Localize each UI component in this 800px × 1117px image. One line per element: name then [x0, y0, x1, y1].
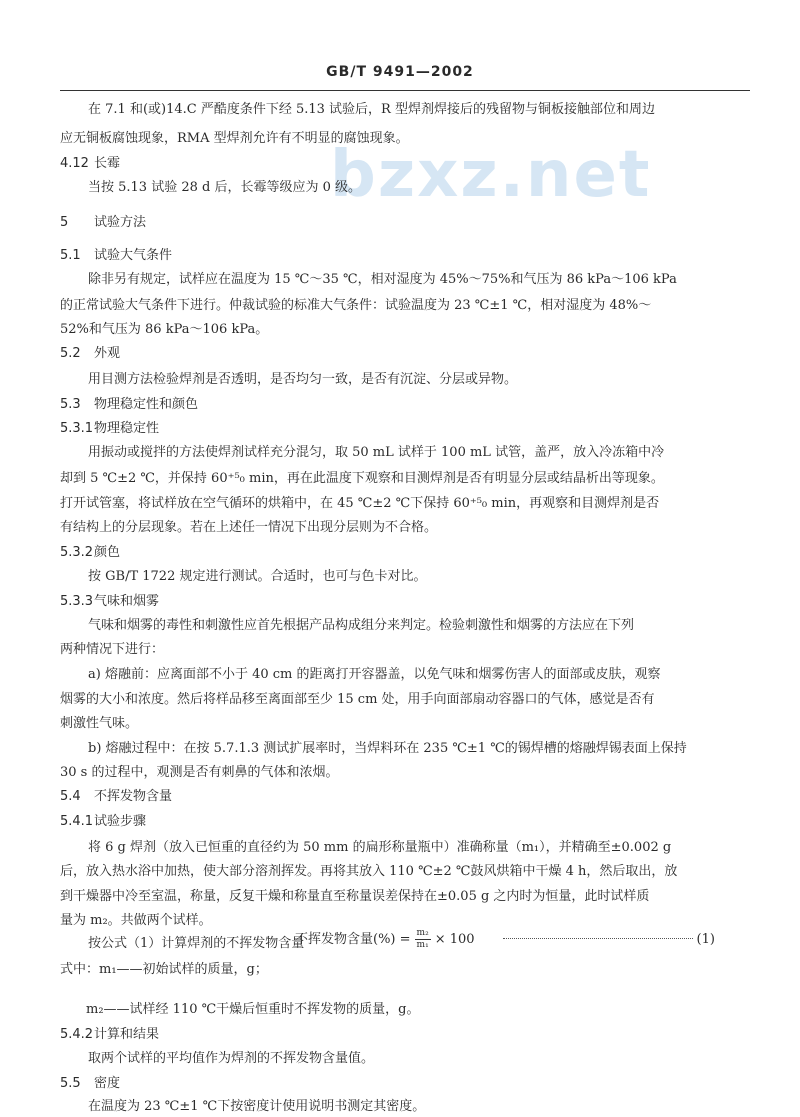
section-number: 4.12 [60, 156, 89, 171]
section-heading [60, 213, 146, 233]
paragraph-line: 用目测方法检验焊剂是否透明，是否均匀一致，是否有沉淀、分层或异物。 [88, 372, 518, 387]
section-heading [60, 543, 120, 563]
section-number: 5.3.1 [60, 421, 94, 436]
section-heading [60, 154, 120, 174]
paragraph-line: 后，放入热水浴中加热，使大部分溶剂挥发。再将其放入 110 ℃±2 ℃鼓风烘箱中干燥 4 h，然后取出，放 [60, 864, 678, 879]
formula-1 [295, 928, 715, 951]
section-heading [60, 395, 198, 415]
formula-symbol-definition: 式中：m₁——初始试样的质量，g； [60, 962, 268, 977]
paragraph-line: b) 熔融过程中：在按 5.7.1.3 测试扩展率时，当焊料环在 235 ℃±1 ℃的锡焊槽的熔融焊锡表面上保持 [88, 741, 687, 756]
formula-rhs: × 100 [434, 932, 475, 947]
section-number: 5.3.2 [60, 545, 94, 560]
formula-numerator: m₂ [416, 928, 429, 938]
paragraph-line: 刺激性气味。 [60, 716, 139, 731]
formula-fraction [415, 928, 431, 951]
paragraph-line: 用振动或搅拌的方法使焊剂试样充分混匀，取 50 mL 试样于 100 mL 试管，盖严，放入冷冻箱中冷 [88, 445, 665, 460]
section-title: 颜色 [94, 545, 121, 560]
section-title: 计算和结果 [94, 1027, 160, 1042]
paragraph-line: 两种情况下进行： [60, 642, 165, 657]
section-number: 5.4.2 [60, 1027, 94, 1042]
section-number: 5.3 [60, 397, 81, 412]
section-heading [60, 246, 172, 266]
paragraph-line: 的正常试验大气条件下进行。仲裁试验的标准大气条件：试验温度为 23 ℃±1 ℃，相对湿度为 48%～ [60, 298, 652, 313]
section-number: 5.4 [60, 789, 81, 804]
paragraph-line: 在 7.1 和(或)14.C 严酷度条件下经 5.13 试验后，R 型焊剂焊接后的残留物与铜板接触部位和周边 [88, 102, 655, 117]
section-title: 物理稳定性和颜色 [94, 397, 199, 412]
section-title: 不挥发物含量 [94, 789, 173, 804]
section-heading [60, 1074, 120, 1094]
formula-symbol-definition: m₂——试样经 110 ℃干燥后恒重时不挥发物的质量，g。 [86, 1002, 420, 1017]
paragraph-line: 当按 5.13 试验 28 d 后，长霉等级应为 0 级。 [88, 180, 362, 195]
section-title: 气味和烟雾 [94, 594, 160, 609]
section-title: 试验方法 [94, 215, 147, 230]
watermark: bzxz.net [330, 138, 652, 212]
section-number: 5.2 [60, 346, 81, 361]
paragraph-line: 按 GB/T 1722 规定进行测试。合适时，也可与色卡对比。 [88, 569, 427, 584]
section-title: 长霉 [94, 156, 121, 171]
section-heading [60, 1025, 159, 1045]
section-title: 试验步骤 [94, 814, 147, 829]
paragraph-line: 烟雾的大小和浓度。然后将样品移至离面部至少 15 cm 处，用手向面部扇动容器口的气体，感觉是否有 [60, 692, 655, 707]
formula-denominator: m₁ [416, 940, 429, 950]
standard-code-header: GB/T 9491—2002 [326, 64, 474, 80]
section-title: 物理稳定性 [94, 421, 160, 436]
section-heading [60, 344, 120, 364]
paragraph-line: 打开试管塞，将试样放在空气循环的烘箱中，在 45 ℃±2 ℃下保持 60⁺⁵₀ min，再观察和目测焊剂是否 [60, 496, 660, 511]
paragraph-line: 30 s 的过程中，观测是否有刺鼻的气体和浓烟。 [60, 765, 339, 780]
section-heading [60, 812, 146, 832]
paragraph-line: 取两个试样的平均值作为焊剂的不挥发物含量值。 [88, 1051, 375, 1066]
paragraph-line: 52%和气压为 86 kPa～106 kPa。 [60, 322, 269, 337]
section-title: 外观 [94, 346, 121, 361]
paragraph-line: 将 6 g 焊剂（放入已恒重的直径约为 50 mm 的扁形称量瓶中）准确称量（m₁），并精确至±0.002 g [88, 840, 672, 855]
paragraph-line: 气味和烟雾的毒性和刺激性应首先根据产品构成组分来判定。检验刺激性和烟雾的方法应在下列 [88, 618, 635, 633]
section-number: 5 [60, 215, 69, 230]
paragraph-line: 应无铜板腐蚀现象，RMA 型焊剂允许有不明显的腐蚀现象。 [60, 131, 409, 146]
section-number: 5.1 [60, 248, 81, 263]
formula-leader-dots [503, 938, 693, 939]
formula-lhs: 不挥发物含量(%) = [295, 932, 411, 947]
paragraph-line: 在温度为 23 ℃±1 ℃下按密度计使用说明书测定其密度。 [88, 1099, 426, 1114]
paragraph-line: 量为 m₂。共做两个试样。 [60, 913, 212, 928]
formula-equation-number: (1) [696, 932, 715, 947]
header-rule [60, 90, 750, 91]
paragraph-line: 除非另有规定，试样应在温度为 15 ℃～35 ℃，相对湿度为 45%～75%和气压为 86 kPa～106 kPa [88, 272, 677, 287]
paragraph-line: 到干燥器中冷至室温，称量，反复干燥和称量直至称量误差保持在±0.05 g 之内时为恒量，此时试样质 [60, 889, 650, 904]
section-heading [60, 419, 159, 439]
section-title: 试验大气条件 [94, 248, 173, 263]
paragraph-line: 却到 5 ℃±2 ℃，并保持 60⁺⁵₀ min，再在此温度下观察和目测焊剂是否有明显分层或结晶析出等现象。 [60, 471, 664, 486]
section-number: 5.3.3 [60, 594, 94, 609]
section-number: 5.4.1 [60, 814, 94, 829]
section-heading [60, 592, 159, 612]
paragraph-line: 有结构上的分层现象。若在上述任一情况下出现分层则为不合格。 [60, 520, 438, 535]
section-heading [60, 787, 172, 807]
paragraph-line: a) 熔融前：应离面部不小于 40 cm 的距离打开容器盖，以免气味和烟雾伤害人的面部或皮肤，观察 [88, 667, 661, 682]
section-number: 5.5 [60, 1076, 81, 1091]
paragraph-line: 按公式（1）计算焊剂的不挥发物含量 [88, 936, 305, 951]
section-title: 密度 [94, 1076, 121, 1091]
